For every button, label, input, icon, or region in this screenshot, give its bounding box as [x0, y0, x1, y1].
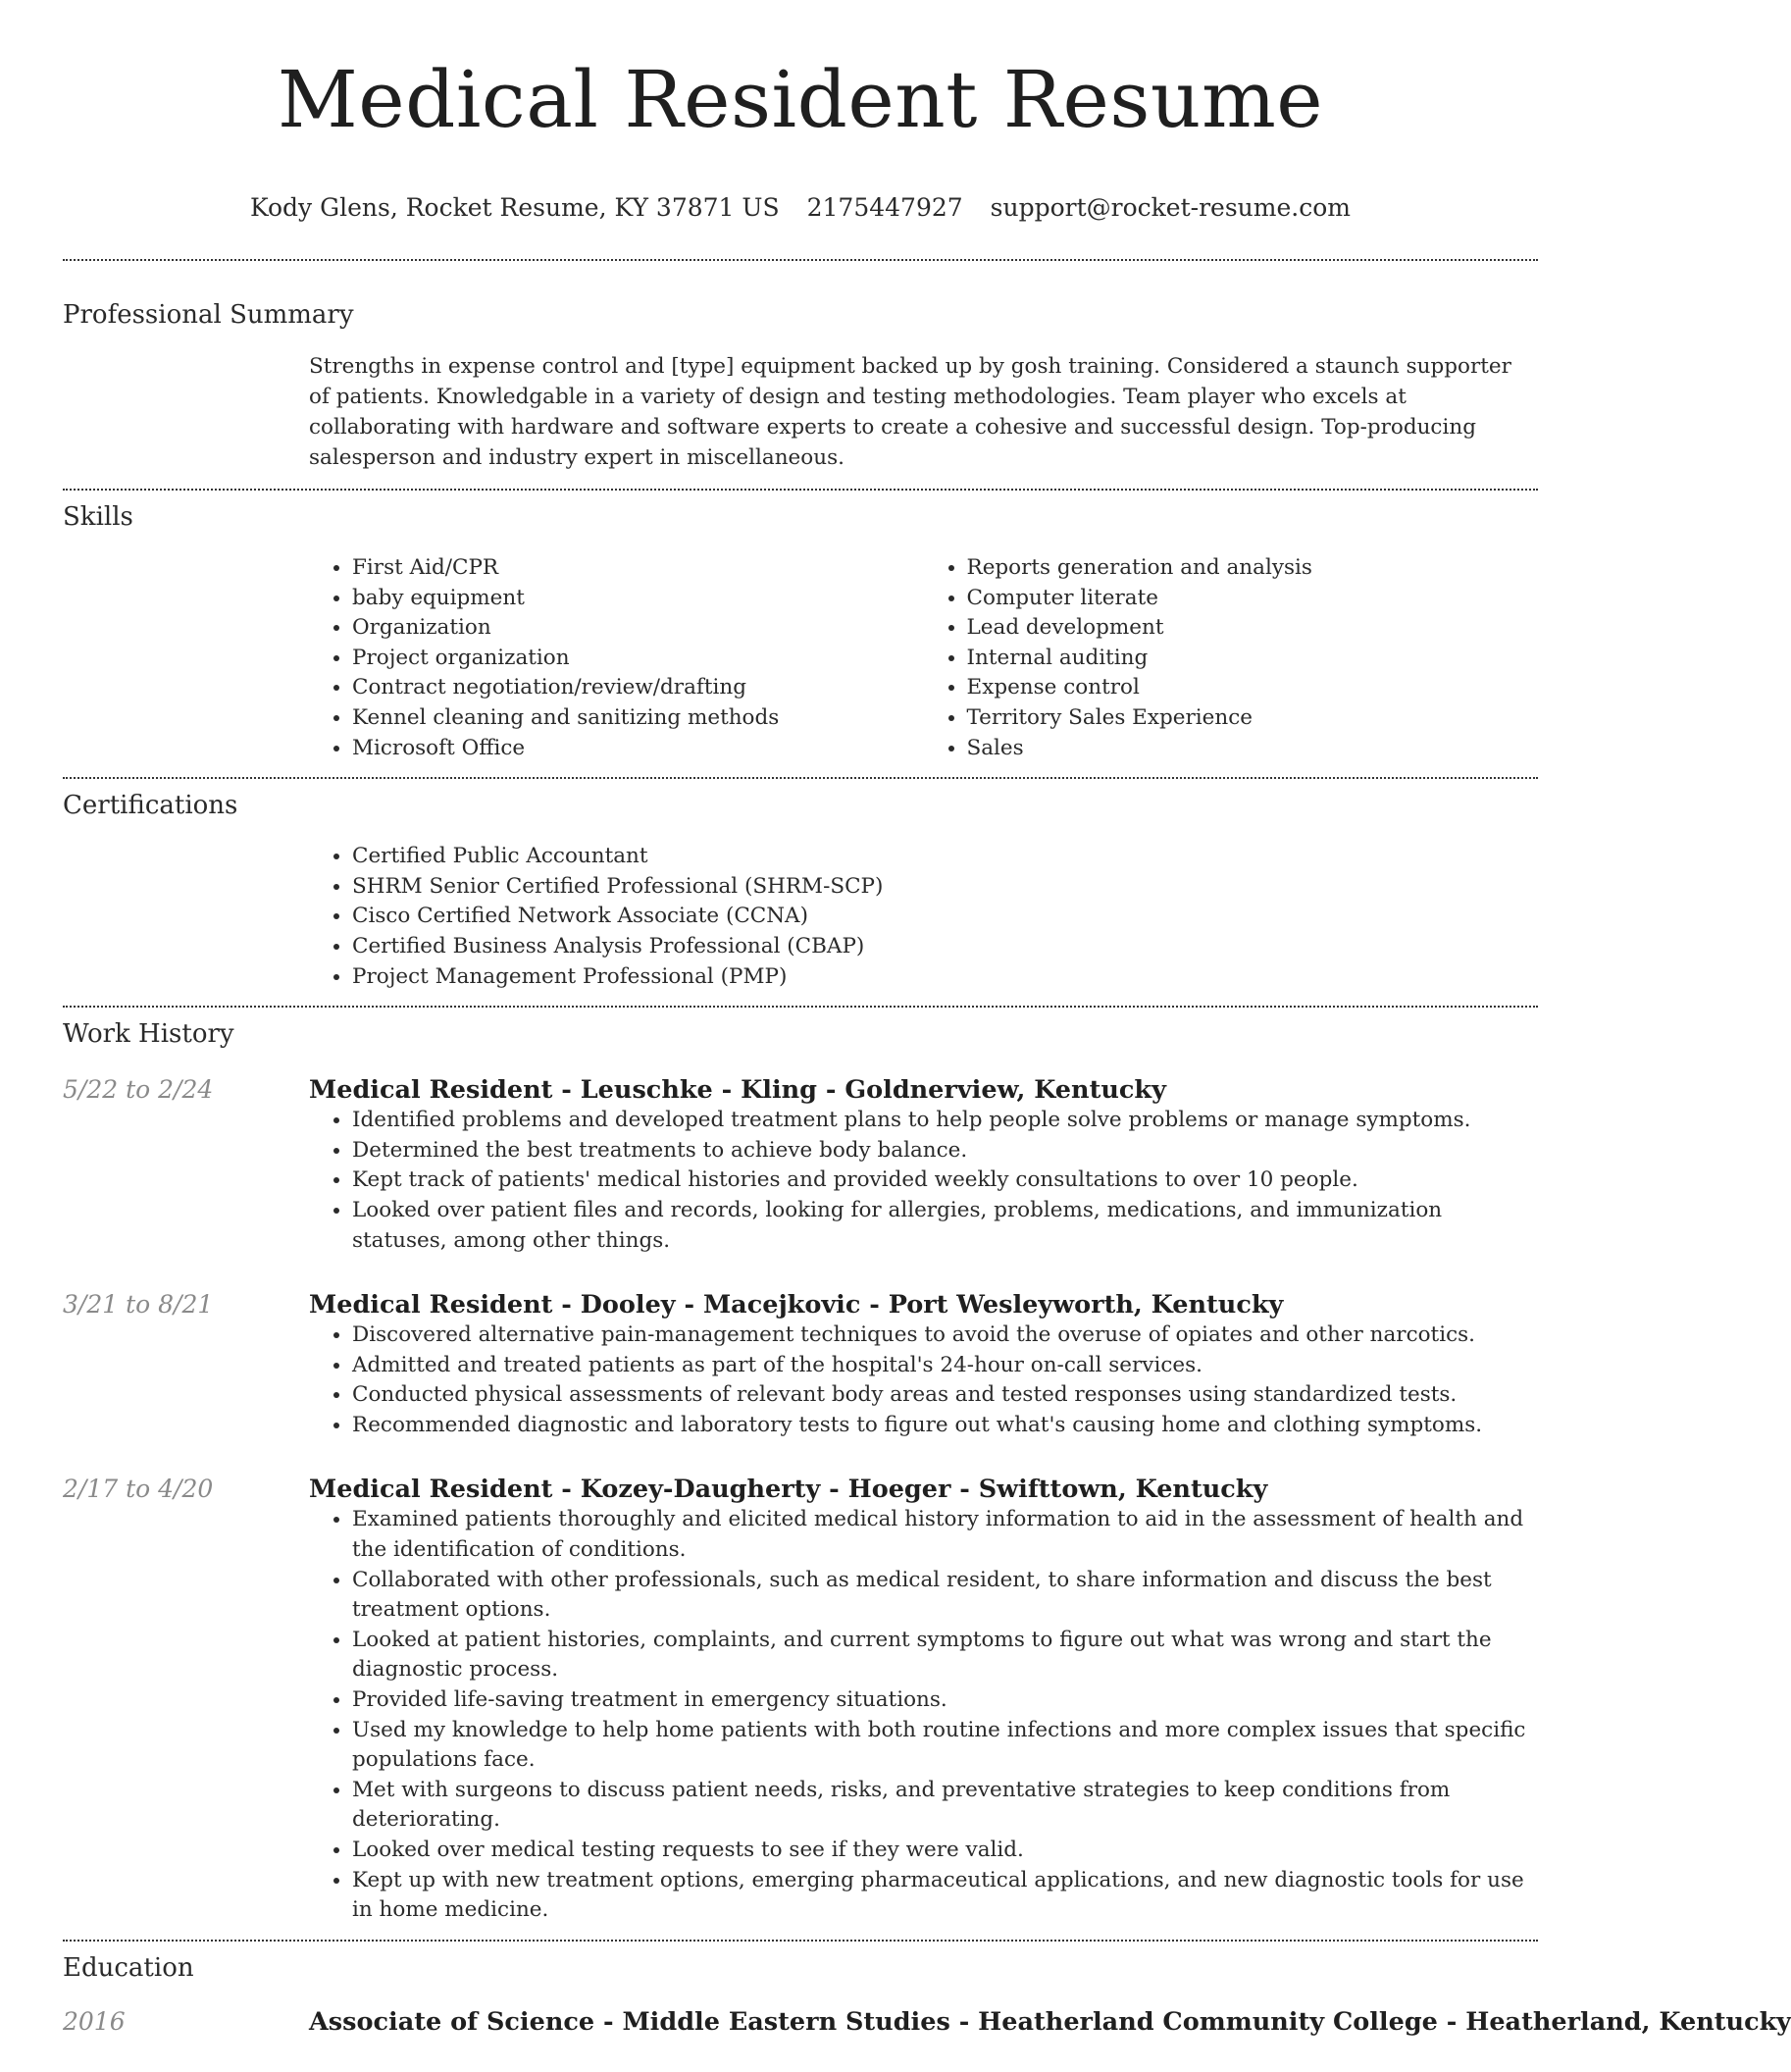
job-title: Medical Resident - Kozey-Daugherty - Hoeger - Swifttown, Kentucky	[309, 1475, 1268, 1505]
job-bullet: • Recommended diagnostic and laboratory tests to figure out what's causing home and clothing symptoms.	[352, 1411, 1538, 1441]
job-bullet: • Determined the best treatments to achieve body balance.	[352, 1136, 1538, 1166]
job-bullet: • Examined patients thoroughly and elicited medical history information to aid in the assessment of health and the identification of conditions.	[352, 1505, 1538, 1565]
section-heading-work-history: Work History	[63, 1019, 234, 1050]
work-history-section	[63, 1008, 1538, 1940]
section-heading-summary: Professional Summary	[63, 300, 354, 330]
skill-item: • Microsoft Office	[352, 734, 924, 764]
job-entry	[63, 1289, 1538, 1440]
section-heading-skills: Skills	[63, 502, 133, 532]
job-title: Medical Resident - Dooley - Macejkovic - Port Wesleyworth, Kentucky	[309, 1290, 1284, 1321]
skill-item: • Sales	[967, 734, 1539, 764]
summary-text: Strengths in expense control and [type] equipment backed up by gosh training. Considered a staunch supporter of patients. Knowledgable in a variety of design and testing methodologies. Team player who excels at collaborating with hardware and software experts to create a cohesive and successful design. Top-producing salesperson and industry expert in miscellaneous.	[309, 354, 1511, 470]
contact-phone: 2175447927	[806, 193, 963, 222]
job-bullets	[309, 1106, 1538, 1256]
certification-item: • Project Management Professional (PMP)	[352, 962, 1538, 993]
skill-item: • Organization	[352, 613, 924, 644]
job-entry	[63, 1474, 1538, 1925]
certification-item: • Certified Business Analysis Professional (CBAP)	[352, 932, 1538, 962]
skills-list-left	[309, 553, 924, 763]
certifications-list	[309, 842, 1538, 992]
skill-item: • baby equipment	[352, 584, 924, 614]
skills-section	[63, 491, 1538, 777]
skills-list-right	[924, 553, 1539, 763]
certification-item: • SHRM Senior Certified Professional (SHRM-SCP)	[352, 872, 1538, 903]
summary-section	[63, 261, 1538, 489]
skill-item: • Computer literate	[967, 584, 1539, 614]
job-bullets	[309, 1505, 1538, 1925]
skill-item: • Kennel cleaning and sanitizing methods	[352, 703, 924, 734]
skill-item: • Internal auditing	[967, 644, 1539, 674]
job-bullet: • Discovered alternative pain-management techniques to avoid the overuse of opiates and other narcotics.	[352, 1321, 1538, 1351]
education-entry	[63, 2006, 1791, 2038]
certification-item: • Cisco Certified Network Associate (CCNA)	[352, 902, 1538, 932]
job-dates: 2/17 to 4/20	[63, 1475, 214, 1504]
certification-item: • Certified Public Accountant	[352, 842, 1538, 872]
job-bullet: • Conducted physical assessments of relevant body areas and tested responses using standardized tests.	[352, 1380, 1538, 1411]
job-bullet: • Collaborated with other professionals, such as medical resident, to share information and discuss the best treatment options.	[352, 1566, 1538, 1626]
contact-line	[63, 192, 1538, 224]
contact-address: Kody Glens, Rocket Resume, KY 37871 US	[250, 193, 780, 222]
education-dates: 2016	[63, 2006, 126, 2036]
skill-item: • Lead development	[967, 613, 1539, 644]
job-bullet: • Looked at patient histories, complaints, and current symptoms to figure out what was wrong and start the diagnostic process.	[352, 1626, 1538, 1685]
section-heading-certifications: Certifications	[63, 791, 238, 821]
job-bullet: • Admitted and treated patients as part of the hospital's 24-hour on-call services.	[352, 1351, 1538, 1381]
contact-email: support@rocket-resume.com	[990, 193, 1351, 222]
job-bullet: • Identified problems and developed treatment plans to help people solve problems or manage symptoms.	[352, 1106, 1538, 1136]
skill-item: • Expense control	[967, 673, 1539, 703]
job-bullet: • Looked over patient files and records, looking for allergies, problems, medications, and immunization statuses, among other things.	[352, 1196, 1538, 1256]
skill-item: • Contract negotiation/review/drafting	[352, 673, 924, 703]
education-section	[63, 1942, 1791, 2038]
job-bullets	[309, 1321, 1538, 1440]
job-bullet: • Kept track of patients' medical histories and provided weekly consultations to over 10 people.	[352, 1166, 1538, 1196]
job-dates: 5/22 to 2/24	[63, 1075, 214, 1105]
skill-item: • First Aid/CPR	[352, 553, 924, 584]
section-heading-education: Education	[63, 1952, 194, 1983]
job-bullet: • Provided life-saving treatment in emergency situations.	[352, 1685, 1538, 1716]
job-title: Medical Resident - Leuschke - Kling - Goldnerview, Kentucky	[309, 1075, 1166, 1106]
job-bullet: • Met with surgeons to discuss patient needs, risks, and preventative strategies to keep conditions from deteriorating.	[352, 1776, 1538, 1836]
skill-item: • Project organization	[352, 644, 924, 674]
job-bullet: • Kept up with new treatment options, emerging pharmaceutical applications, and new diagnostic tools for use in home medicine.	[352, 1866, 1538, 1926]
skill-item: • Reports generation and analysis	[967, 553, 1539, 584]
education-title: Associate of Science - Middle Eastern Studies - Heatherland Community College - Heatherland, Kentucky	[309, 2006, 1791, 2037]
job-bullet: • Looked over medical testing requests to see if they were valid.	[352, 1836, 1538, 1866]
job-dates: 3/21 to 8/21	[63, 1290, 214, 1320]
skill-item: • Territory Sales Experience	[967, 703, 1539, 734]
page-title: Medical Resident Resume	[277, 54, 1324, 145]
certifications-section	[63, 779, 1538, 1006]
job-entry	[63, 1074, 1538, 1256]
job-bullet: • Used my knowledge to help home patients with both routine infections and more complex issues that specific populations face.	[352, 1716, 1538, 1776]
